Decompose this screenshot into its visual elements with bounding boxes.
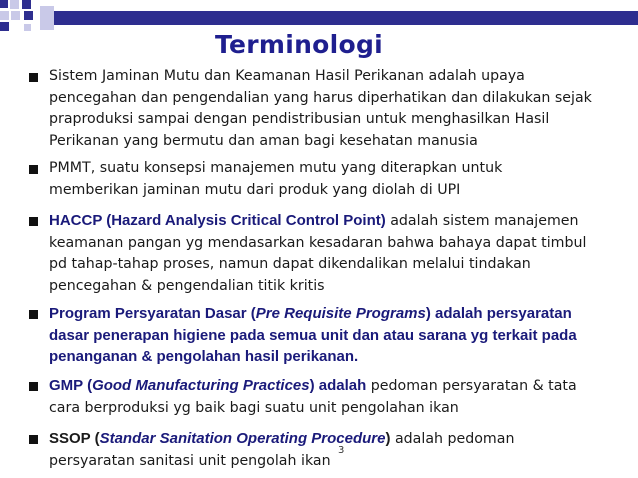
bullet-text [49,158,624,201]
slide-title [0,30,638,59]
text-line: Perikanan yang bermutu dan aman bagi kesehatan manusia [49,132,478,149]
deco-square [0,11,9,20]
term-italic: Pre Requisite Programs [255,305,426,322]
bullet-text [49,375,624,419]
bullet-text [49,66,624,152]
term-text: ) adalah persyaratan [425,305,572,322]
bullet-square-icon [29,435,38,444]
text-line: pd tahap-tahap proses, namun dapat dikendalikan melalui tindakan [49,256,531,272]
text-line: Sistem Jaminan Mutu dan Keamanan Hasil Perikanan adalah upaya [49,68,525,84]
text-line: PMMT, suatu konsepsi manajemen mutu yang diterapkan untuk [49,160,503,176]
term-italic: Standar Sanitation Operating Procedure [99,430,386,447]
text-line: pencegahan dan pengendalian yang harus diperhatikan dan dilakukan sejak [49,89,592,106]
deco-bar-light [40,6,54,30]
text-line: adalah pedoman [390,431,515,447]
term-text: ) adalah [309,377,367,394]
term-text: GMP ( [49,377,93,394]
bullet-text [49,428,624,472]
term-text: SSOP ( [49,430,100,447]
header-band [54,11,638,25]
term-text: Program Persyaratan Dasar ( [49,305,256,322]
bullet-text [49,303,624,368]
deco-square [24,11,33,20]
text-line: pencegahan & pengendalian titik kritis [49,277,325,294]
bullet-square-icon [29,310,38,319]
deco-square [0,0,8,8]
text-line: adalah sistem manajemen [385,213,579,229]
page-number: 3 [338,445,345,456]
term-haccp: HACCP (Hazard Analysis Critical Control Point) [49,212,386,229]
bullet-square-icon [29,73,38,82]
text-line: pedoman persyaratan & tata [366,378,577,394]
text-line: cara berproduksi yg baik bagi suatu unit pengolahan ikan [49,399,459,416]
deco-square [10,0,19,9]
bullet-square-icon [29,382,38,391]
text-line: dasar penerapan higiene pada semua unit dan atau sarana yg terkait pada [49,326,577,344]
bullet-square-icon [29,217,38,226]
text-line: persyaratan sanitasi unit pengolah ikan [49,452,331,469]
text-line: keamanan pangan yg mendasarkan kesadaran bahwa bahaya dapat timbul [49,234,587,251]
bullet-text [49,210,624,297]
deco-square [11,11,20,20]
term-text: ) [385,430,391,447]
term-italic: Good Manufacturing Practices [92,377,310,394]
bullet-square-icon [29,165,38,174]
text-line: penanganan & pengolahan hasil perikanan. [49,348,359,365]
deco-square [22,0,31,9]
slide-title-text: Terminologi [214,30,384,59]
text-line: memberikan jaminan mutu dari produk yang diolah di UPI [49,181,461,198]
text-line: praproduksi sampai dengan pendistribusian untuk menghasilkan Hasil [49,111,550,127]
